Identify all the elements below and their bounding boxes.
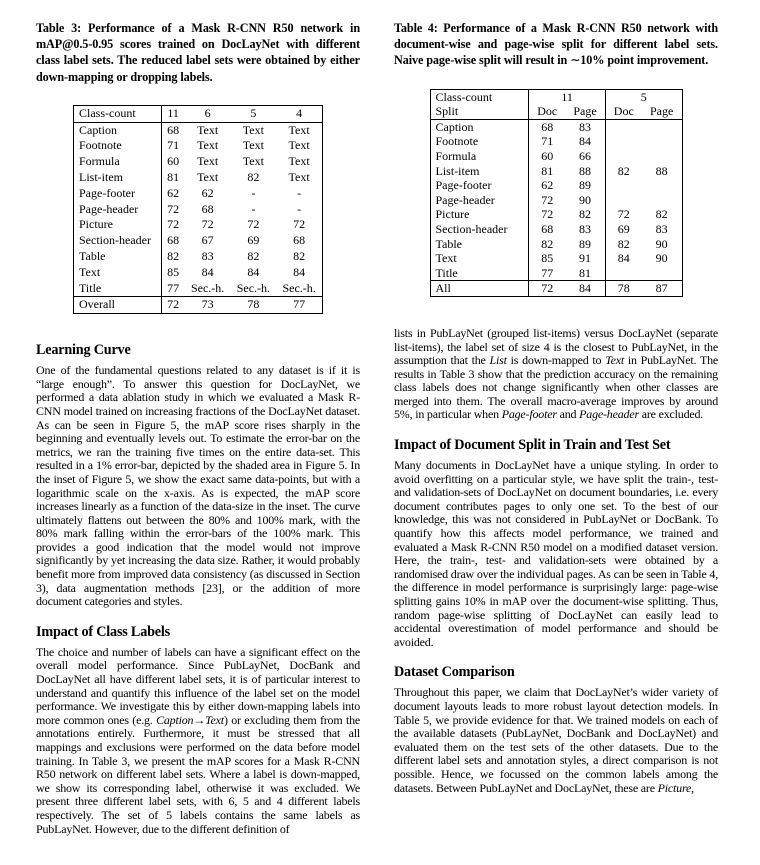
table-cell: Text bbox=[242, 122, 264, 137]
table-cell: Section-header bbox=[74, 233, 162, 249]
table-row bbox=[430, 251, 682, 266]
table-cell: 72 bbox=[201, 217, 214, 232]
paragraph-learning-curve: One of the fundamental questions related to any dataset is if it is “large enough”. To answer this question for DocLayNet, we performed a data ablation study in which we evaluated a Mask R-CNN model trained on increasing fractions of the DocLayNet dataset. As can be seen in Figure 5, the mAP score rises sharply in the beginning and eventually levels out. To estimate the error-bar on the metrics, we ran the training five times on the entire data-set. This resulted in a 1% error-bar, depicted by the shaded area in Figure 5. In the inset of Figure 5, we show the exact same data-points, but with a logarithmic scale on the x-axis. As is expected, the mAP score increases linearly as a function of the data-size in the inset. The curve ultimately flattens out between the 80% and 100% mark, with the 80% mark falling within the error-bars of the 100% mark. This provides a good indication that the model would not improve significantly by yet increasing the data size. Rather, it would probably benefit more from improved data consistency (as discussed in Section 3), data augmentation methods [23], or the addition of more document categories and styles. bbox=[36, 363, 360, 609]
table-cell: 68 bbox=[293, 233, 306, 248]
table-cell: 88 bbox=[655, 163, 668, 178]
table-row bbox=[74, 233, 323, 249]
table-cell: 82 bbox=[565, 207, 605, 222]
table4-caption: Table 4: Performance of a Mask R-CNN R50 network with document-wise and page-wise split for different label sets. Naive page-wise split will result in ∼10% point improvement. bbox=[394, 21, 718, 68]
table-cell: List-item bbox=[74, 170, 162, 186]
table-cell: 78 bbox=[231, 297, 277, 314]
table-cell: - bbox=[297, 201, 302, 216]
table-row bbox=[430, 207, 682, 222]
table-cell: 90 bbox=[565, 193, 605, 208]
table-cell: 83 bbox=[565, 119, 605, 134]
table-row bbox=[74, 105, 323, 122]
table-cell: Sec.-h. bbox=[190, 280, 225, 295]
table-cell: 89 bbox=[565, 178, 605, 193]
right-column bbox=[394, 20, 718, 836]
table-cell: 68 bbox=[541, 221, 554, 236]
table-cell: 82 bbox=[617, 236, 630, 251]
table-cell: 82 bbox=[167, 248, 180, 263]
table-cell bbox=[605, 178, 641, 193]
table-cell: 84 bbox=[247, 264, 260, 279]
table-cell: All bbox=[430, 281, 529, 297]
table-cell: 91 bbox=[565, 251, 605, 266]
table-cell: 68 bbox=[167, 122, 180, 137]
table-cell: 82 bbox=[247, 170, 260, 184]
table-row bbox=[74, 186, 323, 202]
table-header-cell: Class-count bbox=[74, 105, 162, 122]
left-column bbox=[36, 20, 360, 836]
table-row bbox=[430, 119, 682, 134]
table-row bbox=[430, 237, 682, 252]
table-cell: 71 bbox=[541, 134, 554, 149]
table-cell: - bbox=[251, 185, 256, 200]
table-cell: 81 bbox=[167, 170, 180, 184]
table-cell: 85 bbox=[541, 251, 554, 266]
table-header-cell: 5 bbox=[231, 105, 277, 122]
table-cell: 66 bbox=[565, 149, 605, 164]
table-cell: Footnote bbox=[430, 134, 529, 149]
table-cell: Table bbox=[430, 237, 529, 252]
table3-caption: Table 3: Performance of a Mask R-CNN R50 network in mAP@0.5-0.95 scores trained on DocLayNet with different class label sets. The reduced label sets were obtained by either down-mapping or dropping labels. bbox=[36, 21, 360, 84]
table-row bbox=[430, 222, 682, 237]
table-cell: List-item bbox=[430, 164, 529, 179]
table-cell: 72 bbox=[541, 192, 554, 207]
table-cell: Text bbox=[197, 138, 219, 153]
table-cell: Text bbox=[242, 138, 264, 153]
table-cell: 62 bbox=[201, 185, 214, 200]
table-cell: - bbox=[251, 201, 256, 216]
table-cell: Text bbox=[74, 265, 162, 281]
paragraph-impact-document-split: Many documents in DocLayNet have a unique styling. In order to avoid overfitting on a particular style, we have split the train-, test- and validation-sets of DocLayNet on document boundaries, i.e. every document contributes pages to only one set. To the best of our knowledge, this was not considered in PubLayNet or DocBank. To quantify how this affects model performance, we trained and evaluated a Mask R-CNN R50 model on a modified dataset version. Here, the train-, test- and validation-sets were obtained by a randomised draw over the individual pages. As can be seen in Table 4, the difference in model performance is surprisingly large: page-wise splitting gains 10% in mAP over the document-wise splitting. Thus, random page-wise splitting of DocLayNet can easily lead to accidental overestimation of model performance and should be avoided. bbox=[394, 458, 718, 649]
table-cell: 72 bbox=[167, 217, 180, 232]
table-cell: 78 bbox=[605, 281, 641, 297]
table-header-cell: Doc bbox=[529, 104, 565, 119]
paragraph-dataset-comparison: Throughout this paper, we claim that DocLayNet’s wider variety of document layouts leads to more robust layout detection models. In Table 5, we provide evidence for that. We trained models on each of the available datasets (PubLayNet, DocBank and DocLayNet) and evaluated them on the test sets of the other datasets. Due to the different label sets and annotation styles, a direct comparison is not possible. Hence, we focussed on the common labels among the datasets. Between PubLayNet and DocLayNet, these are Picture, bbox=[394, 685, 718, 795]
table-cell: - bbox=[297, 185, 302, 200]
table-cell bbox=[642, 266, 682, 281]
table-cell: 84 bbox=[565, 134, 605, 149]
table-cell: Sec.-h. bbox=[236, 280, 271, 295]
table-row bbox=[430, 266, 682, 281]
table-cell bbox=[605, 193, 641, 208]
table-cell bbox=[642, 134, 682, 149]
table-cell: 60 bbox=[167, 154, 180, 169]
table-cell: 81 bbox=[565, 266, 605, 281]
table-cell: Title bbox=[430, 266, 529, 281]
table-row bbox=[74, 138, 323, 154]
table-cell: 60 bbox=[541, 148, 554, 163]
table-cell: 62 bbox=[167, 185, 180, 200]
table-cell: 72 bbox=[541, 207, 554, 222]
section-heading-learning-curve: Learning Curve bbox=[36, 342, 131, 359]
table-cell: Page-header bbox=[74, 202, 162, 218]
table-row bbox=[74, 217, 323, 233]
table-row bbox=[74, 154, 323, 170]
table-cell: Caption bbox=[74, 122, 162, 138]
table-cell: 89 bbox=[565, 237, 605, 252]
table-row bbox=[74, 297, 323, 314]
table-row bbox=[74, 122, 323, 138]
table-row bbox=[74, 265, 323, 281]
table-cell: Formula bbox=[430, 149, 529, 164]
table-cell: 82 bbox=[293, 248, 306, 263]
table-cell: 67 bbox=[201, 233, 214, 248]
table-header-cell: 5 bbox=[640, 89, 647, 104]
table-row bbox=[430, 193, 682, 208]
table-cell: 83 bbox=[655, 221, 668, 236]
table-cell: 82 bbox=[541, 236, 554, 251]
table-cell bbox=[605, 119, 641, 134]
table-cell: 69 bbox=[617, 221, 630, 236]
table3-label-sets bbox=[73, 105, 323, 314]
section-heading-impact-class-labels: Impact of Class Labels bbox=[36, 623, 170, 640]
table-cell bbox=[605, 149, 641, 164]
table-cell: Table bbox=[74, 249, 162, 265]
table-cell: 68 bbox=[167, 233, 180, 248]
table-cell: 88 bbox=[565, 164, 605, 179]
table-cell bbox=[605, 134, 641, 149]
table4-split-comparison bbox=[430, 89, 683, 297]
table-cell: Formula bbox=[74, 154, 162, 170]
table-row bbox=[74, 281, 323, 297]
table-cell: Text bbox=[288, 138, 310, 153]
table-cell: 82 bbox=[655, 207, 668, 222]
table-cell: 90 bbox=[655, 236, 668, 251]
table-cell: 83 bbox=[565, 222, 605, 237]
table-cell: Text bbox=[242, 154, 264, 169]
table-cell: 85 bbox=[167, 264, 180, 279]
table-cell: Text bbox=[288, 170, 310, 184]
table-cell: 62 bbox=[541, 178, 554, 193]
table-header-cell: 4 bbox=[276, 105, 322, 122]
paragraph-impact-class-labels: The choice and number of labels can have a significant effect on the overall model performance. Since PubLayNet, DocBank and DocLayNet all have different label sets, it is of particular interest to understand and quantify this influence of the label set on the model performance. We investigate this by either down-mapping labels into more common ones (e.g. Caption→Text) or excluding them from the annotations entirely. Furthermore, it must be stressed that all mappings and exclusions were performed on the data before model training. In Table 3, we present the mAP scores for a Mask R-CNN R50 network on different label sets. Where a label is down-mapped, we show its corresponding label, otherwise it was excluded. We present three different label sets, with 6, 5 and 4 different labels respectively. The set of 5 labels contains the same labels as PubLayNet. However, due to the different definition of bbox=[36, 644, 360, 836]
table-cell: 83 bbox=[201, 248, 214, 263]
table-header-cell: Split bbox=[430, 104, 529, 119]
table-cell: Text bbox=[197, 122, 219, 137]
table-cell bbox=[642, 193, 682, 208]
table-cell: Picture bbox=[74, 217, 162, 233]
table-cell: 81 bbox=[541, 163, 554, 178]
table-cell: 77 bbox=[541, 265, 554, 280]
table-header-cell: 11 bbox=[529, 89, 606, 104]
table-cell: Picture bbox=[430, 207, 529, 222]
table-header-cell: Class-count bbox=[430, 89, 529, 104]
table-cell: Page-footer bbox=[430, 178, 529, 193]
table-row bbox=[430, 104, 682, 119]
table-header-cell: Page bbox=[565, 104, 605, 119]
table-cell: Footnote bbox=[74, 138, 162, 154]
table-cell: 73 bbox=[185, 297, 231, 314]
table-cell: 72 bbox=[617, 207, 630, 222]
table-cell: 77 bbox=[167, 280, 180, 295]
table-cell: Caption bbox=[430, 119, 529, 134]
table-cell: Sec.-h. bbox=[282, 280, 316, 295]
table-row bbox=[74, 249, 323, 265]
section-heading-impact-document-split: Impact of Document Split in Train and Test Set bbox=[394, 437, 671, 454]
table-row bbox=[74, 202, 323, 218]
table-row bbox=[430, 134, 682, 149]
table-cell: Page-footer bbox=[74, 186, 162, 202]
table-cell bbox=[642, 149, 682, 164]
table-row bbox=[430, 178, 682, 193]
table-cell: 84 bbox=[617, 251, 630, 266]
table-cell: 72 bbox=[293, 217, 306, 232]
table-cell: Title bbox=[74, 281, 162, 297]
table-row bbox=[430, 149, 682, 164]
table-header-cell: 6 bbox=[185, 105, 231, 122]
table-row bbox=[430, 164, 682, 179]
table-cell: Overall bbox=[74, 297, 162, 314]
table-row bbox=[430, 89, 682, 104]
table-header-cell: Doc bbox=[605, 104, 641, 119]
table-cell: 68 bbox=[541, 119, 554, 134]
table-cell: Section-header bbox=[430, 222, 529, 237]
table-cell bbox=[605, 266, 641, 281]
table-cell: 87 bbox=[642, 281, 682, 297]
table-header-cell: Page bbox=[642, 104, 682, 119]
table-row bbox=[430, 281, 682, 297]
table-cell: Page-header bbox=[430, 193, 529, 208]
table-cell: 90 bbox=[655, 251, 668, 266]
table-cell: 72 bbox=[529, 281, 565, 297]
table-cell: Text bbox=[288, 154, 310, 169]
table-cell: Text bbox=[288, 122, 310, 137]
paragraph-class-labels-continuation: lists in PubLayNet (grouped list-items) versus DocLayNet (separate list-items), the label set of size 4 is the closest to PubLayNet, in the assumption that the List is down-mapped to Text in PubLayNet. The results in Table 3 show that the prediction accuracy on the remaining class labels does not change significantly when other classes are merged into them. The overall macro-average improves by around 5%, in particular when Page-footer and Page-header are excluded. bbox=[394, 325, 718, 422]
table-cell: 72 bbox=[161, 297, 185, 314]
table-cell: 71 bbox=[167, 138, 180, 153]
table-cell: Text bbox=[197, 170, 219, 184]
table-cell: 84 bbox=[565, 281, 605, 297]
table-header-cell: 11 bbox=[161, 105, 185, 122]
table-cell: 68 bbox=[201, 201, 214, 216]
table-cell bbox=[642, 119, 682, 134]
section-heading-dataset-comparison: Dataset Comparison bbox=[394, 664, 515, 681]
table-cell: 84 bbox=[201, 264, 214, 279]
table-cell: 82 bbox=[247, 248, 260, 263]
table-cell: Text bbox=[197, 154, 219, 169]
table-cell: 84 bbox=[293, 264, 306, 279]
table-cell: 77 bbox=[276, 297, 322, 314]
table-row bbox=[74, 170, 323, 186]
table-cell: 69 bbox=[247, 233, 260, 248]
table-cell: 72 bbox=[247, 217, 260, 232]
table-cell: Text bbox=[430, 251, 529, 266]
table-cell: 72 bbox=[167, 201, 180, 216]
table-cell: 82 bbox=[617, 163, 630, 178]
table-cell bbox=[642, 178, 682, 193]
